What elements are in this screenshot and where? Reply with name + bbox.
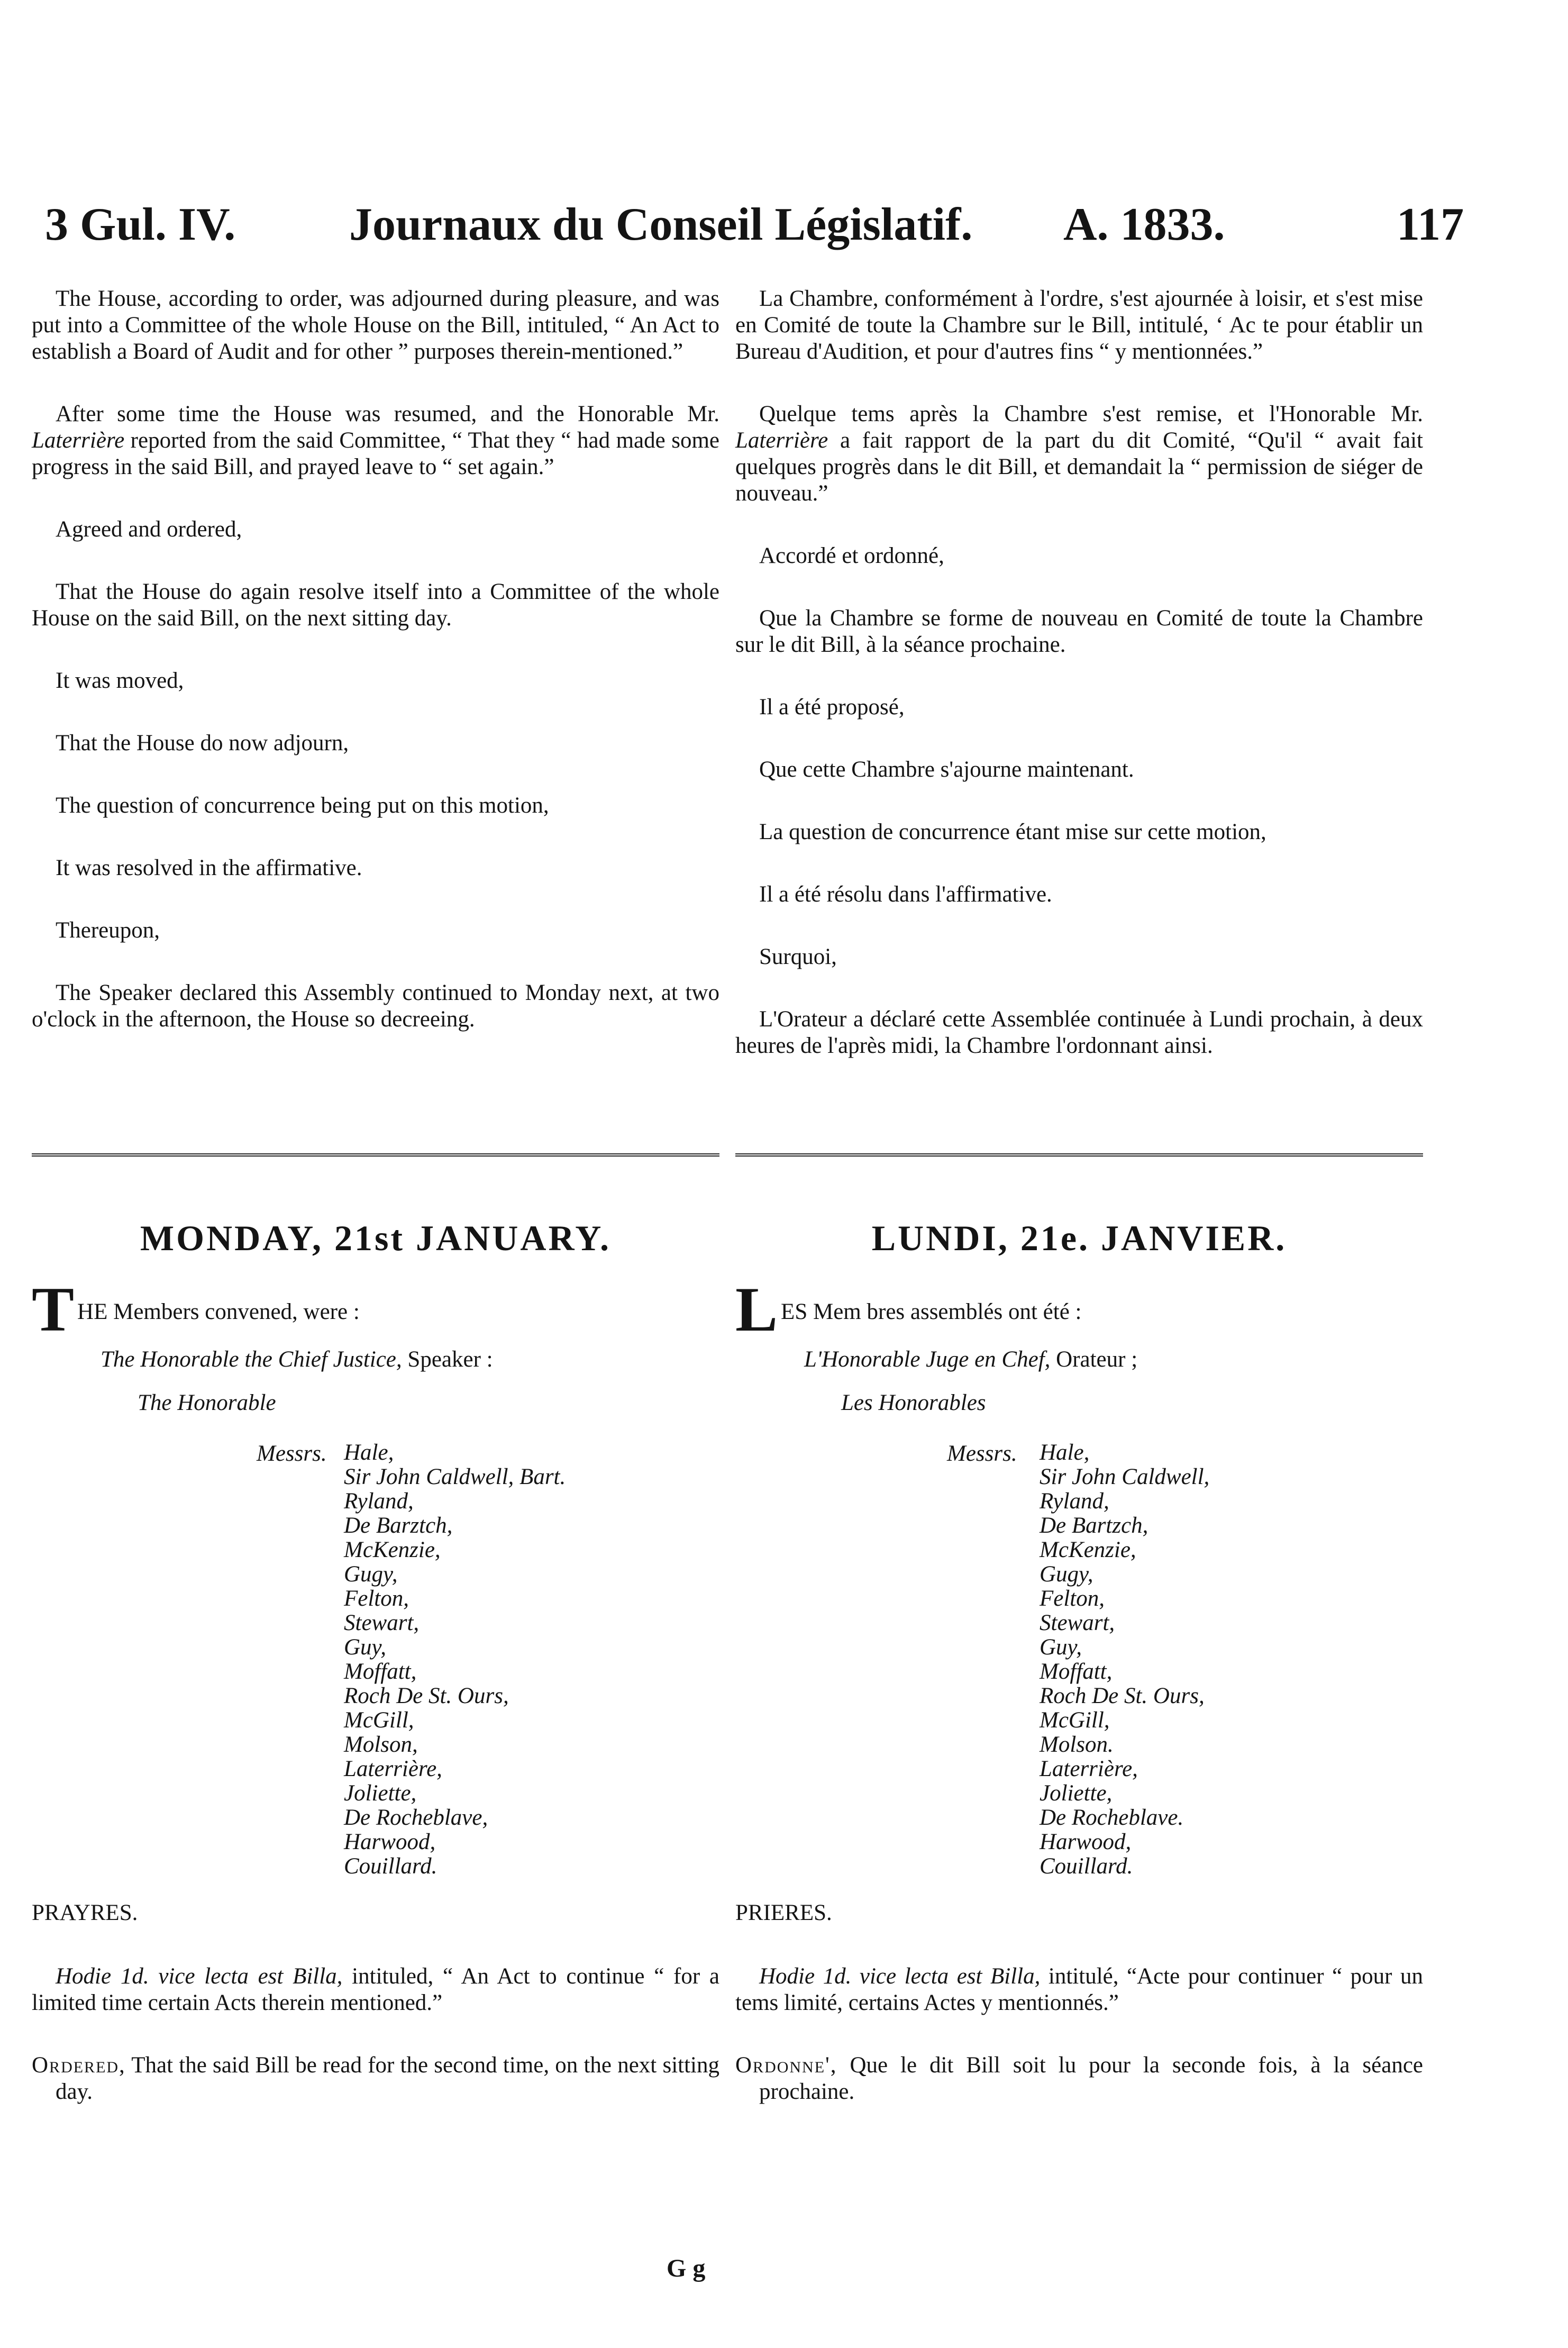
en-member-item: Stewart, (344, 1610, 420, 1635)
en-paragraph-moved: It was moved, (56, 668, 184, 693)
section-divider-fr (735, 1153, 1423, 1157)
fr-paragraph-resolve: Que la Chambre se forme de nouveau en Comité de toute la Chambre sur le dit Bill, à la séance prochaine. (735, 606, 1423, 657)
fr-paragraph-surquoi: Surquoi, (759, 944, 837, 969)
fr-paragraph-adjourn: Que cette Chambre s'ajourne maintenant. (759, 757, 1134, 782)
en-member-item: McKenzie, (344, 1537, 441, 1562)
fr-member-item: Ryland, (1040, 1489, 1109, 1514)
reign-label: 3 Gul. IV. (45, 199, 236, 250)
en-member-name: Laterrière (32, 428, 125, 453)
fr-member-item: Harwood, (1040, 1830, 1132, 1854)
fr-prayers-heading: PRIERES. (735, 1900, 832, 1925)
en-paragraph-report: After some time the House was resumed, and the Honorable Mr. Laterrière reported from the said Committee, “ That they “ had made some progress in the said Bill, and prayed leave to “ set again.” (32, 402, 719, 479)
fr-paragraph-moved: Il a été proposé, (759, 695, 905, 720)
en-paragraph-committee: The House, according to order, was adjourned during pleasure, and was put into a Committee of the whole House on the Bill, intituled, “ An Act to establish a Board of Audit and for other ” purposes therein-mentioned.” (32, 286, 719, 364)
fr-member-item: Guy, (1040, 1635, 1082, 1660)
fr-members-list (735, 1441, 1423, 1879)
fr-convened-line: LES Mem bres assemblés ont été : (735, 1274, 1082, 1344)
en-paragraph-agreed: Agreed and ordered, (56, 517, 242, 542)
running-head (0, 185, 1568, 265)
fr-paragraph-question: La question de concurrence étant mise sur cette motion, (759, 820, 1266, 844)
fr-member-item: Sir John Caldwell, (1040, 1464, 1210, 1489)
english-column-lower (32, 1214, 719, 2141)
en-speaker-line: The Honorable the Chief Justice, Speaker : (101, 1347, 493, 1372)
fr-member-item: McGill, (1040, 1708, 1110, 1733)
en-member-item: Guy, (344, 1635, 387, 1660)
fr-member-item: Joliette, (1040, 1781, 1113, 1806)
fr-member-item: Felton, (1040, 1586, 1105, 1611)
english-column-top (32, 286, 719, 1069)
en-member-item: Joliette, (344, 1781, 417, 1806)
fr-ordered-paragraph: Ordonne', Que le dit Bill soit lu pour la seconde fois, à la séance prochaine. (735, 2053, 1423, 2104)
fr-drop-cap: L (735, 1274, 778, 1344)
fr-member-name: Laterrière (735, 428, 828, 453)
en-messrs-label: Messrs. (257, 1441, 327, 1466)
en-member-item: Couillard. (344, 1854, 437, 1879)
en-paragraph-adjourn: That the House do now adjourn, (56, 731, 349, 756)
fr-honorable-label: Les Honorables (841, 1390, 986, 1415)
en-member-item: Ryland, (344, 1489, 414, 1514)
journal-title: Journaux du Conseil Législatif. (349, 199, 973, 250)
fr-member-item: De Rocheblave. (1040, 1805, 1184, 1830)
fr-day-heading: LUNDI, 21e. JANVIER. (871, 1218, 1287, 1258)
fr-paragraph-committee: La Chambre, conformément à l'ordre, s'est ajournée à loisir, et s'est mise en Comité de toute la Chambre sur le Bill, intitulé, ‘ Ac te pour établir un Bureau d'Audition, et pour d'autres fins “ y mentionnées.” (735, 286, 1423, 364)
en-member-item: McGill, (344, 1708, 414, 1733)
en-paragraph-resolved: It was resolved in the affirmative. (56, 856, 362, 880)
fr-hodie-paragraph: Hodie 1d. vice lecta est Billa, intitulé, “Acte pour continuer “ pour un tems limité, certains Actes y mentionnés.” (735, 1964, 1423, 2015)
en-member-item: Harwood, (344, 1830, 436, 1854)
year-label: A. 1833. (1063, 199, 1225, 250)
en-member-item: Laterrière, (344, 1757, 442, 1781)
en-members-list (32, 1441, 719, 1879)
fr-member-item: Stewart, (1040, 1610, 1115, 1635)
en-member-item: Gugy, (344, 1562, 398, 1587)
section-divider-en (32, 1153, 719, 1157)
en-member-item: Roch De St. Ours, (344, 1683, 509, 1708)
en-member-item: Felton, (344, 1586, 409, 1611)
en-drop-cap: T (32, 1274, 75, 1344)
en-member-item: Hale, (344, 1440, 394, 1465)
en-prayers-heading: PRAYRES. (32, 1900, 138, 1925)
fr-member-item: Moffatt, (1040, 1659, 1113, 1684)
en-convened-line: THE Members convened, were : (32, 1274, 360, 1344)
en-member-item: De Rocheblave, (344, 1805, 488, 1830)
signature-mark: G g (667, 2254, 706, 2282)
fr-member-item: Roch De St. Ours, (1040, 1683, 1205, 1708)
fr-paragraph-resolved: Il a été résolu dans l'affirmative. (759, 882, 1052, 907)
en-member-item: De Barztch, (344, 1513, 453, 1538)
fr-member-item: McKenzie, (1040, 1537, 1136, 1562)
en-paragraph-resolve: That the House do again resolve itself into a Committee of the whole House on the said Bill, on the next sitting day. (32, 579, 719, 631)
fr-member-item: Hale, (1040, 1440, 1090, 1465)
french-column-top (735, 286, 1423, 1095)
fr-paragraph-orateur: L'Orateur a déclaré cette Assemblée continuée à Lundi prochain, à deux heures de l'après midi, la Chambre l'ordonnant ainsi. (735, 1007, 1423, 1058)
fr-paragraph-report: Quelque tems après la Chambre s'est remise, et l'Honorable Mr. Laterrière a fait rapport de la part du dit Comité, “Qu'il “ avait fait quelques progrès dans le dit Bill, et demandait la “ permission de siéger de nouveau.” (735, 402, 1423, 506)
fr-member-item: Couillard. (1040, 1854, 1133, 1879)
fr-member-item: De Bartzch, (1040, 1513, 1148, 1538)
en-paragraph-question: The question of concurrence being put on this motion, (56, 793, 549, 818)
fr-member-item: Laterrière, (1040, 1757, 1138, 1781)
en-ordered-paragraph: Ordered, That the said Bill be read for the second time, on the next sitting day. (32, 2053, 719, 2104)
en-hodie-paragraph: Hodie 1d. vice lecta est Billa, intituled, “ An Act to continue “ for a limited time certain Acts therein mentioned.” (32, 1964, 719, 2015)
french-column-lower (735, 1214, 1423, 2141)
en-member-item: Moffatt, (344, 1659, 417, 1684)
en-honorable-label: The Honorable (138, 1390, 276, 1415)
fr-member-item: Molson. (1040, 1732, 1114, 1757)
en-member-item: Sir John Caldwell, Bart. (344, 1464, 566, 1489)
en-member-item: Molson, (344, 1732, 418, 1757)
fr-speaker-line: L'Honorable Juge en Chef, Orateur ; (804, 1347, 1138, 1372)
en-paragraph-thereupon: Thereupon, (56, 918, 160, 943)
fr-paragraph-agreed: Accordé et ordonné, (759, 543, 944, 568)
fr-messrs-label: Messrs. (947, 1441, 1017, 1466)
page-number: 117 (1397, 199, 1464, 250)
en-day-heading: MONDAY, 21st JANUARY. (140, 1218, 612, 1258)
en-paragraph-speaker: The Speaker declared this Assembly continued to Monday next, at two o'clock in the afternoon, the House so decreeing. (32, 980, 719, 1032)
fr-member-item: Gugy, (1040, 1562, 1093, 1587)
